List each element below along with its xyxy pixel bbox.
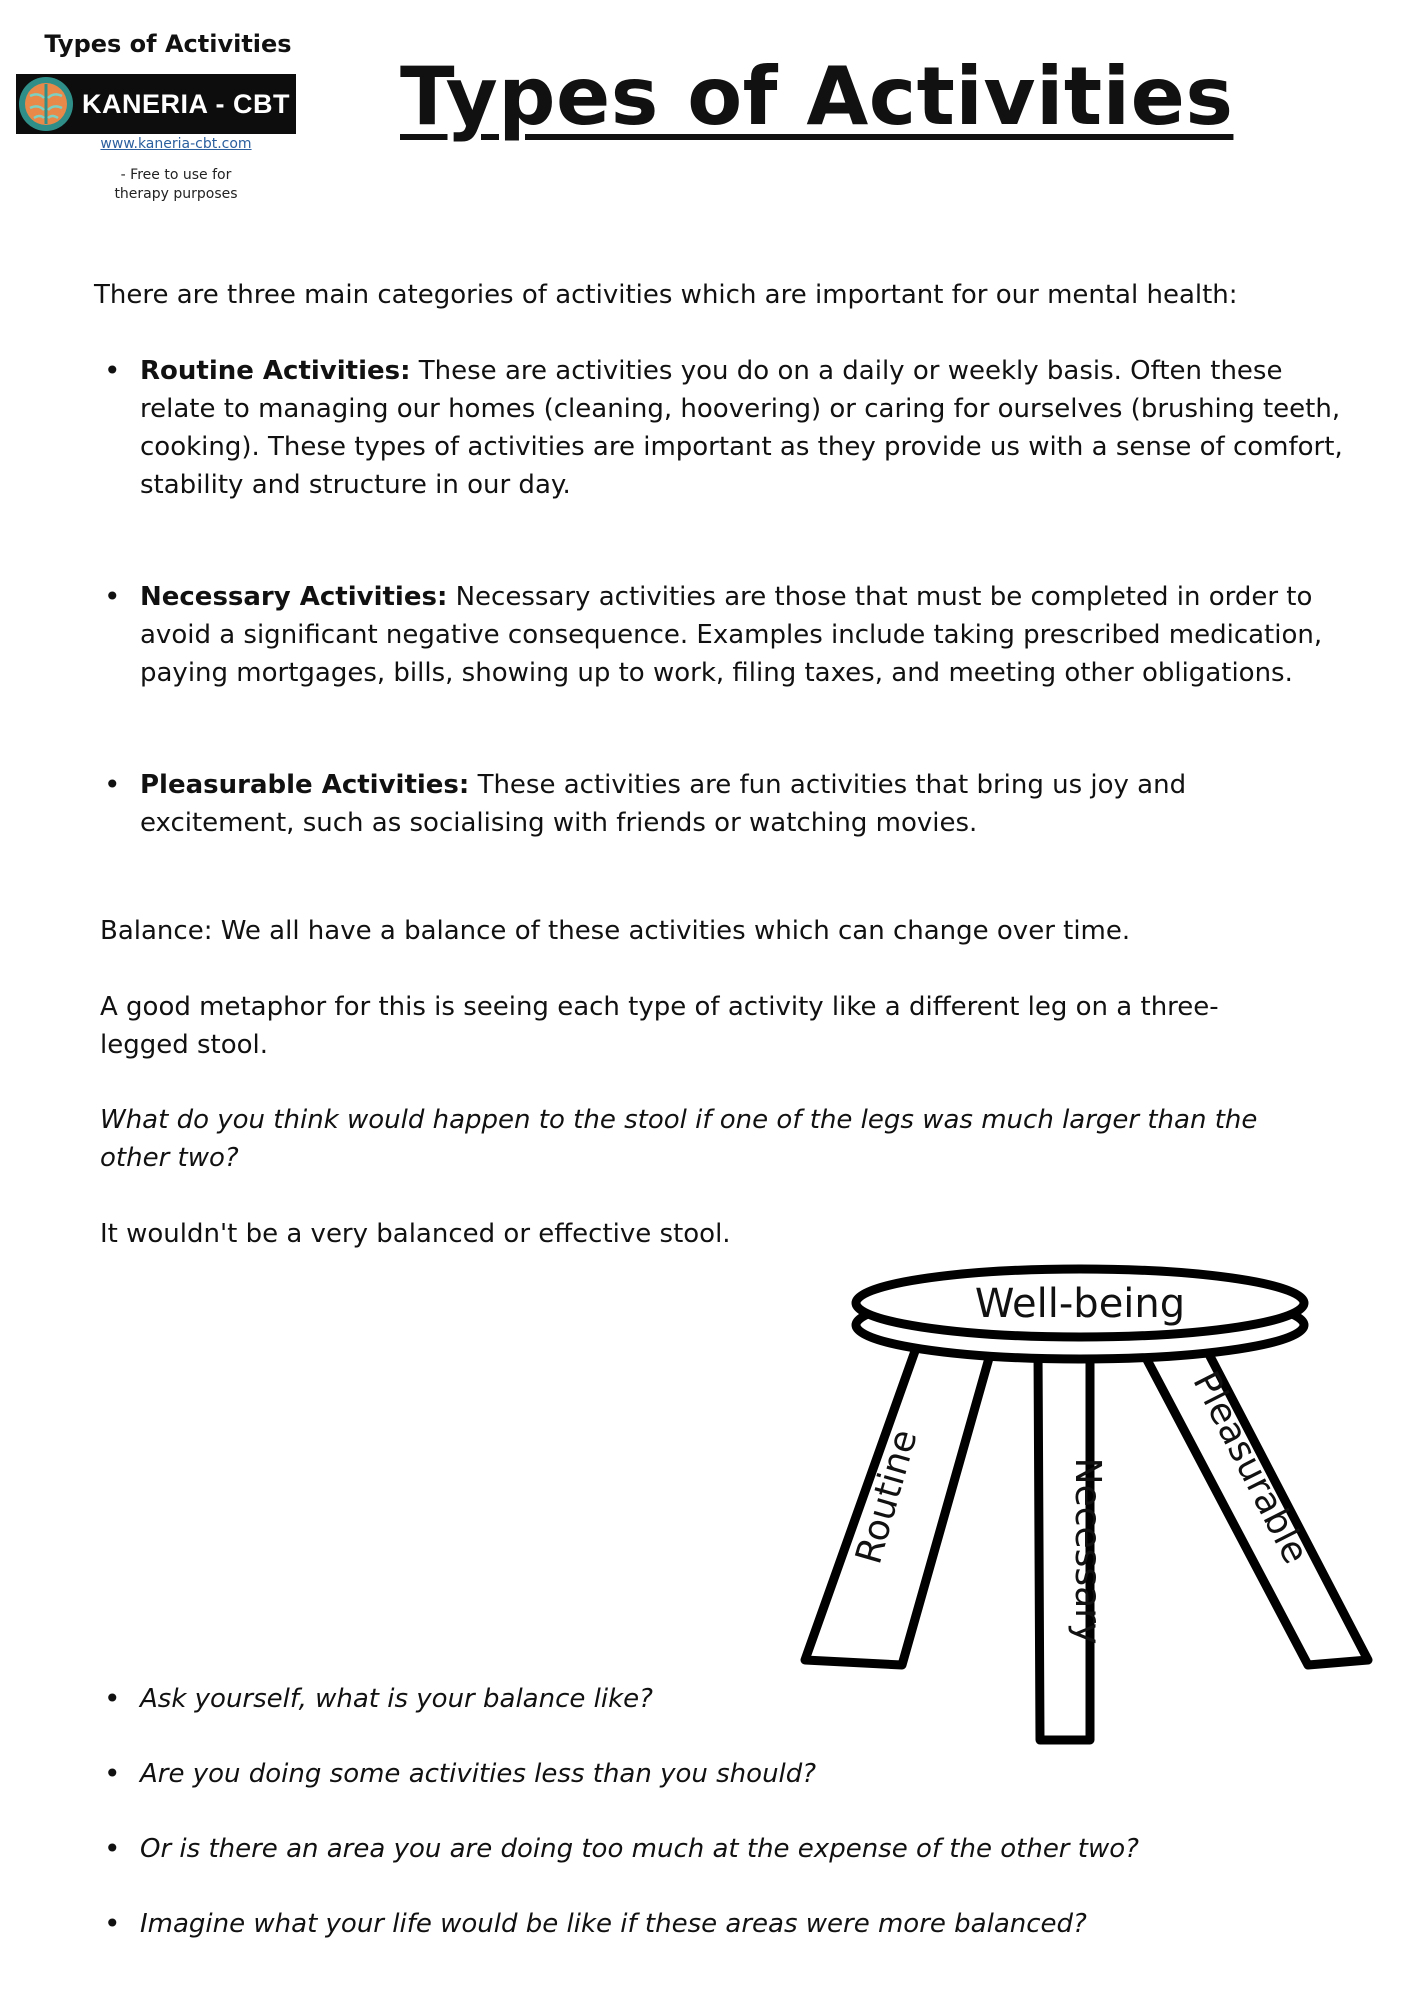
category-text: Necessary activities are those that must be completed in order to avoid a significant negative consequence. Examples include taking prescribed medication, paying mortgages, bills, showing up to work, filing taxes, and meeting other obligations. xyxy=(140,582,1323,688)
metaphor-text: A good metaphor for this is seeing each type of activity like a different leg on a three-legged stool. xyxy=(100,992,1219,1060)
list-item: • Ask yourself, what is your balance like? xyxy=(94,1680,1194,1718)
brand-note: - Free to use for therapy purposes xyxy=(114,167,238,202)
balance-text: Balance: We all have a balance of these activities which can change over time. xyxy=(100,916,1131,946)
question-text: What do you think would happen to the stool if one of the legs was much larger than the other two? xyxy=(100,1105,1258,1173)
list-item xyxy=(94,352,1344,504)
brand-name: KANERIA - CBT xyxy=(82,88,290,119)
list-item: • Or is there an area you are doing too much at the expense of the other two? xyxy=(94,1830,1194,1868)
page-title: Types of Activities xyxy=(400,50,1234,143)
brain-icon xyxy=(16,74,76,134)
reflection-list xyxy=(94,1680,1194,1980)
category-label: Necessary Activities: xyxy=(140,582,448,612)
brand-url-link[interactable]: www.kaneria-cbt.com xyxy=(100,136,252,152)
list-item xyxy=(94,578,1344,692)
brand-title: Types of Activities xyxy=(44,30,292,58)
list-item: • Are you doing some activities less than you should? xyxy=(94,1755,1194,1793)
category-label: Pleasurable Activities: xyxy=(140,770,470,800)
brand-logo xyxy=(16,74,296,134)
category-routine xyxy=(94,352,1344,504)
stool-leg-label-necessary: Necessary xyxy=(1067,1457,1108,1645)
category-necessary xyxy=(94,578,1344,692)
category-text: These activities are fun activities that bring us joy and excitement, such as socialising with friends or watching movies. xyxy=(140,770,1187,838)
category-label: Routine Activities: xyxy=(140,356,411,386)
intro-text: There are three main categories of activities which are important for our mental health: xyxy=(94,280,1238,310)
category-pleasurable xyxy=(94,766,1344,842)
stool-leg-label-pleasurable: Pleasurable xyxy=(1184,1365,1317,1571)
stool-leg-label-routine: Routine xyxy=(848,1425,926,1569)
list-item: • Imagine what your life would be like if these areas were more balanced? xyxy=(94,1905,1194,1943)
category-text: These are activities you do on a daily or weekly basis. Often these relate to managing our homes (cleaning, hoovering) or caring for ourselves (brushing teeth, cooking). These types of activities are important as they provide us with a sense of comfort, stability and structure in our day. xyxy=(140,356,1343,500)
answer-text: It wouldn't be a very balanced or effective stool. xyxy=(100,1219,731,1249)
list-item xyxy=(94,766,1344,842)
stool-seat-label: Well-being xyxy=(974,1281,1186,1327)
